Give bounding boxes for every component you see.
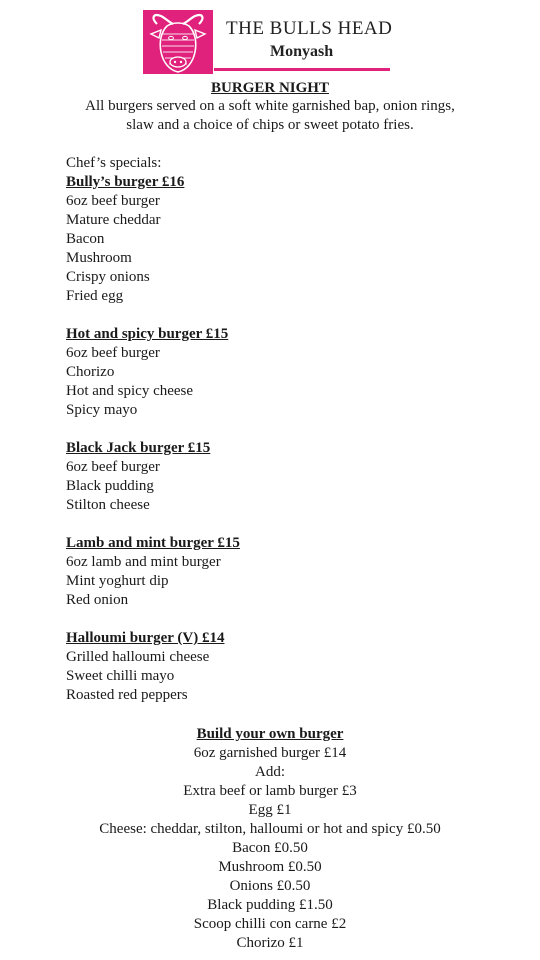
- brand-divider: [214, 68, 390, 71]
- burger-title: Hot and spicy burger £15: [66, 326, 229, 342]
- burger-title: Halloumi burger (V) £14: [66, 630, 225, 646]
- burger-title: Black Jack burger £15: [66, 440, 211, 456]
- build-your-own-section: [0, 725, 540, 953]
- build-option: Add:: [255, 764, 285, 780]
- ingredient: 6oz beef burger: [66, 459, 160, 475]
- build-option: Scoop chilli con carne £2: [193, 916, 347, 932]
- build-your-own-title: Build your own burger: [196, 726, 344, 742]
- ingredient: Spicy mayo: [66, 402, 138, 418]
- ingredient: Chorizo: [66, 364, 115, 380]
- header: [0, 0, 540, 80]
- burger-title: Lamb and mint burger £15: [66, 535, 240, 551]
- ingredient: Fried egg: [66, 288, 124, 304]
- ingredient: 6oz beef burger: [66, 345, 160, 361]
- menu-title: BURGER NIGHT: [211, 80, 329, 96]
- ingredient: Sweet chilli mayo: [66, 668, 175, 684]
- spacer: [66, 515, 526, 534]
- ingredient: Hot and spicy cheese: [66, 383, 194, 399]
- ingredient: Grilled halloumi cheese: [66, 649, 210, 665]
- ingredient: Mature cheddar: [66, 212, 161, 228]
- ingredient: Stilton cheese: [66, 497, 150, 513]
- build-option: Black pudding £1.50: [207, 897, 333, 913]
- burger-title: Bully’s burger £16: [66, 174, 185, 190]
- intro-line: All burgers served on a soft white garnished bap, onion rings,: [85, 98, 455, 114]
- build-option: Cheese: cheddar, stilton, halloumi or hot and spicy £0.50: [99, 821, 441, 837]
- build-option: 6oz garnished burger £14: [193, 745, 347, 761]
- build-option: Chorizo £1: [236, 935, 304, 951]
- ingredient: Black pudding: [66, 478, 154, 494]
- bull-head-icon: [143, 10, 213, 74]
- build-option: Mushroom £0.50: [218, 859, 322, 875]
- ingredient: Mint yoghurt dip: [66, 573, 169, 589]
- ingredient: 6oz beef burger: [66, 193, 160, 209]
- brand-location: Monyash: [270, 43, 334, 60]
- ingredient: 6oz lamb and mint burger: [66, 554, 221, 570]
- build-option: Extra beef or lamb burger £3: [183, 783, 357, 799]
- specials-label: Chef’s specials:: [66, 155, 162, 171]
- ingredient: Roasted red peppers: [66, 687, 188, 703]
- ingredient: Crispy onions: [66, 269, 150, 285]
- spacer: [66, 420, 526, 439]
- specials-list: [66, 154, 526, 705]
- menu-intro: [0, 97, 540, 135]
- ingredient: Mushroom: [66, 250, 132, 266]
- build-option: Onions £0.50: [229, 878, 311, 894]
- bull-head-logo: [143, 10, 213, 74]
- build-option: Bacon £0.50: [232, 840, 308, 856]
- build-option: Egg £1: [248, 802, 292, 818]
- spacer: [66, 610, 526, 629]
- ingredient: Red onion: [66, 592, 129, 608]
- brand-name: THE BULLS HEAD: [226, 18, 393, 39]
- ingredient: Bacon: [66, 231, 105, 247]
- intro-line: slaw and a choice of chips or sweet potato fries.: [126, 117, 414, 133]
- spacer: [66, 306, 526, 325]
